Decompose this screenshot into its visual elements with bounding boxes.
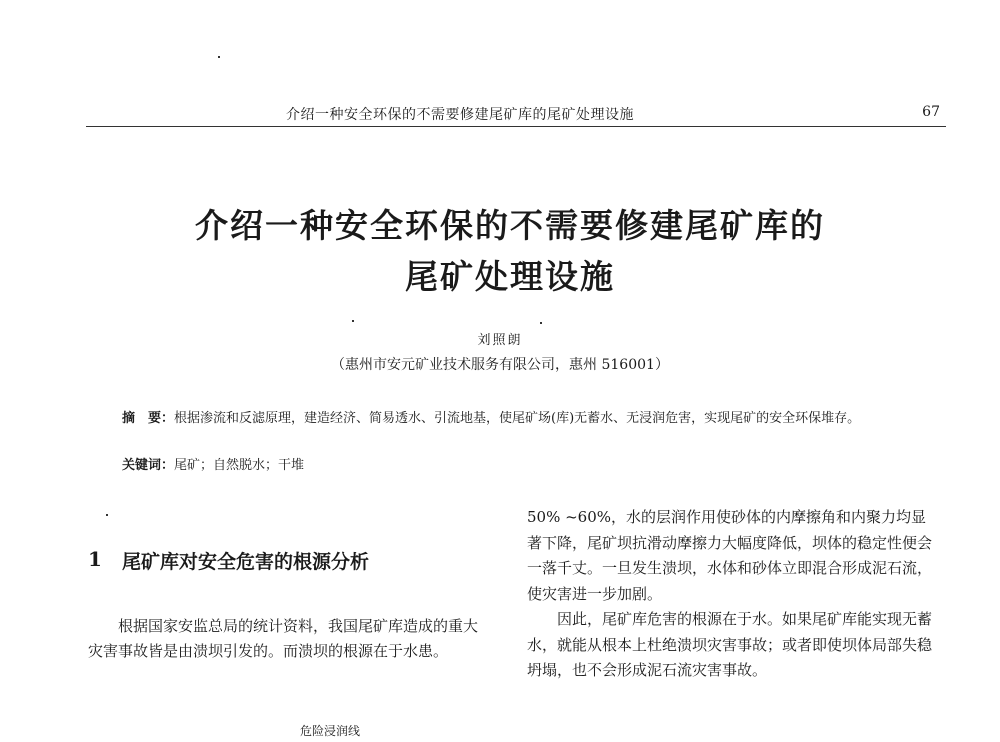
running-title: 介绍一种安全环保的不需要修建尾矿库的尾矿处理设施	[286, 107, 634, 123]
section-title: 尾矿库对安全危害的根源分析	[122, 551, 370, 573]
abstract	[122, 407, 922, 430]
affiliation: （惠州市安元矿业技术服务有限公司，惠州 516001）	[331, 357, 669, 373]
abstract-label: 摘 要：	[122, 411, 175, 426]
article-title-line-1: 介绍一种安全环保的不需要修建尾矿库的	[195, 206, 825, 245]
right-column	[527, 505, 937, 684]
section-number: 1	[88, 547, 102, 571]
keywords-text: 尾矿；自然脱水；干堆	[174, 458, 305, 473]
scan-speck	[540, 322, 542, 324]
scan-speck	[106, 514, 108, 516]
article-title-line-2: 尾矿处理设施	[405, 257, 615, 296]
keywords-label: 关键词：	[122, 458, 175, 473]
scan-speck	[352, 320, 354, 322]
keywords	[122, 456, 922, 476]
body-paragraph-right-2: 因此，尾矿库危害的根源在于水。如果尾矿库能实现无蓄水，就能从根本上杜绝溃坝灾害事故；或者即使坝体局部失稳坍塌，也不会形成泥石流灾害事故。	[527, 610, 933, 679]
header-rule	[86, 126, 946, 127]
scan-speck	[218, 56, 220, 58]
body-paragraph-left: 根据国家安监总局的统计资料，我国尾矿库造成的重大灾害事故皆是由溃坝引发的。而溃坝的根源在于水患。	[88, 617, 479, 660]
body-paragraph-right-1: 50% ~60%，水的层润作用使砂体的内摩擦角和内聚力均显著下降，尾矿坝抗滑动摩擦力大幅度降低，坝体的稳定性便会一落千丈。一旦发生溃坝，水体和砂体立即混合形成泥石流，使灾害进一步加剧。	[527, 508, 933, 603]
figure-label: 危险浸润线	[300, 724, 361, 738]
author: 刘照朗	[477, 333, 523, 348]
abstract-text: 根据渗流和反滤原理，建造经济、简易透水、引流地基，使尾矿场(库)无蓄水、无浸润危害，实现尾矿的安全环保堆存。	[174, 411, 861, 426]
page-number: 67	[922, 104, 940, 120]
